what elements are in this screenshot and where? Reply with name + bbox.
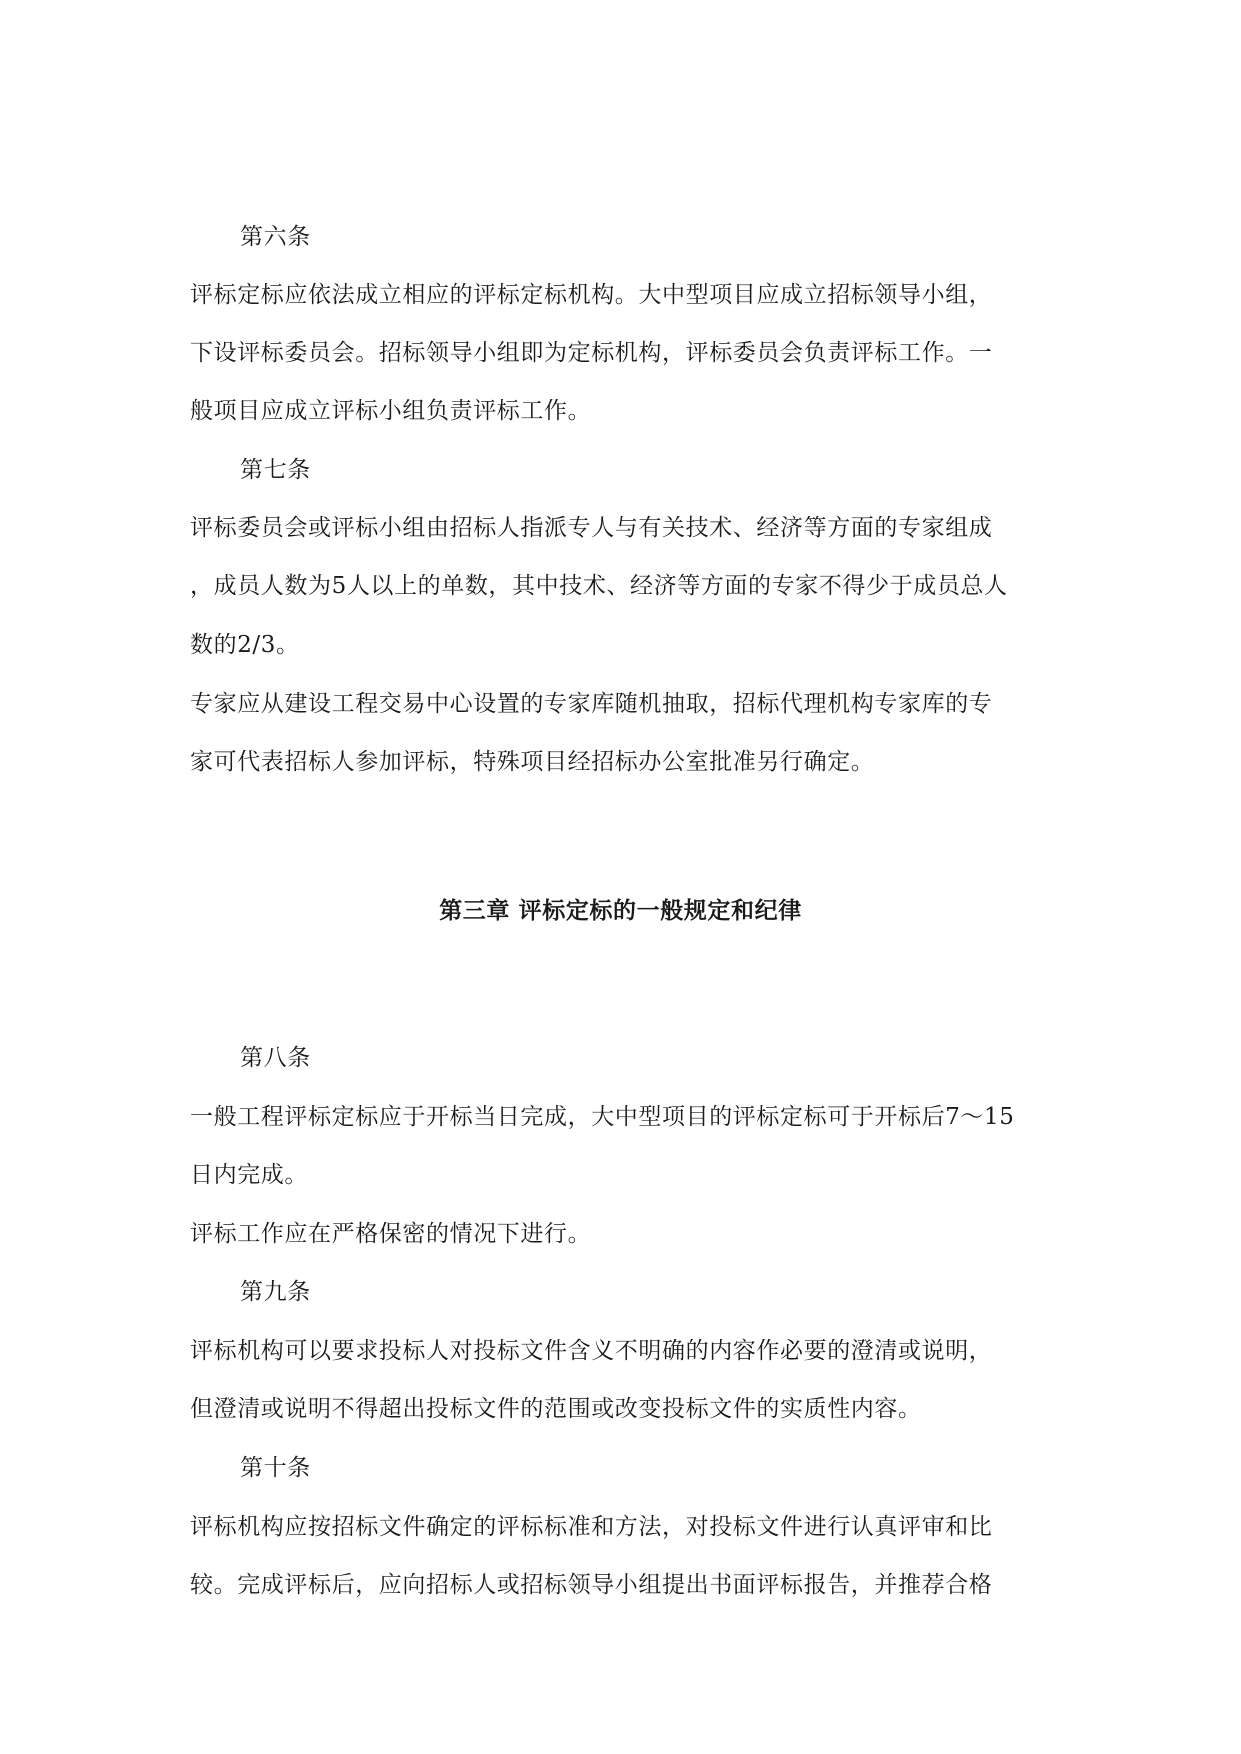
article-7-line-2: ，成员人数为5人以上的单数，其中技术、经济等方面的专家不得少于成员总人 [190, 573, 1008, 599]
article-10-title: 第十条 [240, 1455, 311, 1481]
article-6-line-1: 评标定标应依法成立相应的评标定标机构。大中型项目应成立招标领导小组， [190, 282, 993, 308]
article-9-line-1: 评标机构可以要求投标人对投标文件含义不明确的内容作必要的澄清或说明， [190, 1338, 993, 1364]
article-8-line-1: 一般工程评标定标应于开标当日完成，大中型项目的评标定标可于开标后7～15 [190, 1104, 1015, 1130]
article-8-title: 第八条 [240, 1045, 311, 1071]
article-6-title: 第六条 [240, 224, 311, 250]
article-10-line-2: 较。完成评标后，应向招标人或招标领导小组提出书面评标报告，并推荐合格 [190, 1572, 993, 1598]
article-6-line-3: 般项目应成立评标小组负责评标工作。 [190, 398, 592, 424]
article-7-line-4: 专家应从建设工程交易中心设置的专家库随机抽取，招标代理机构专家库的专 [190, 691, 993, 717]
article-6-line-2: 下设评标委员会。招标领导小组即为定标机构，评标委员会负责评标工作。一 [190, 340, 993, 366]
article-9-title: 第九条 [240, 1279, 311, 1305]
article-8-line-3: 评标工作应在严格保密的情况下进行。 [190, 1221, 592, 1247]
article-7-line-5: 家可代表招标人参加评标，特殊项目经招标办公室批准另行确定。 [190, 749, 875, 775]
article-7-title: 第七条 [240, 457, 311, 483]
article-10-line-1: 评标机构应按招标文件确定的评标标准和方法，对投标文件进行认真评审和比 [190, 1514, 993, 1540]
article-7-line-3: 数的2/3。 [190, 632, 300, 658]
chapter-3-heading: 第三章 评标定标的一般规定和纪律 [439, 898, 802, 924]
article-9-line-2: 但澄清或说明不得超出投标文件的范围或改变投标文件的实质性内容。 [190, 1396, 922, 1422]
article-8-line-2: 日内完成。 [190, 1162, 308, 1188]
article-7-line-1: 评标委员会或评标小组由招标人指派专人与有关技术、经济等方面的专家组成 [190, 515, 993, 541]
